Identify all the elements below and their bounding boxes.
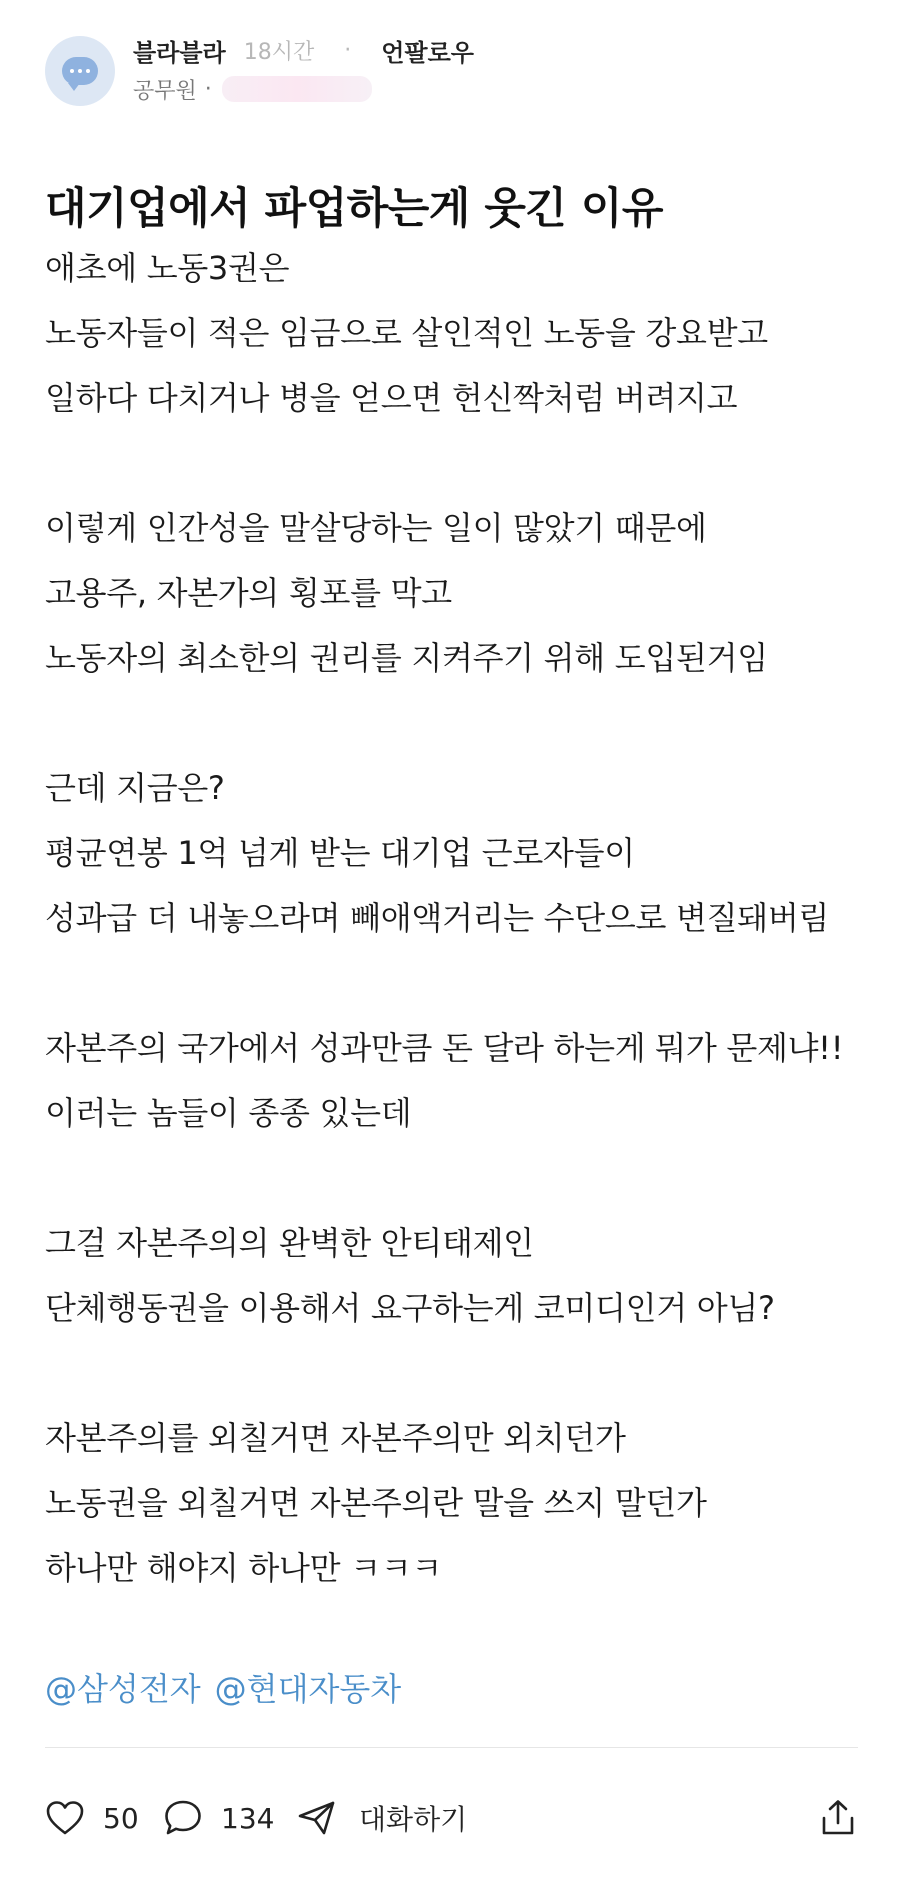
comment-count: 134 — [221, 1801, 275, 1835]
post-line: 단체행동권을 이용해서 요구하는게 코미디인거 아님? — [45, 1289, 775, 1327]
post-line: 노동권을 외칠거면 자본주의란 말을 쓰지 말던가 — [45, 1484, 707, 1522]
post-line: 성과급 더 내놓으라며 빼애액거리는 수단으로 변질돼버림 — [45, 899, 830, 937]
post-line: 일하다 다치거나 병을 얻으면 헌신짝처럼 버려지고 — [45, 379, 738, 417]
post-line — [45, 441, 865, 506]
company-tags — [45, 1664, 401, 1708]
job-separator: · — [204, 76, 212, 102]
post-line: 고용주, 자본가의 횡포를 막고 — [45, 574, 452, 612]
post-line — [45, 1351, 865, 1416]
post-line — [45, 961, 865, 1026]
chat-label: 대화하기 — [359, 1803, 468, 1836]
redacted-company — [222, 76, 372, 102]
post-line — [45, 1156, 865, 1221]
comment-bubble-icon — [163, 1799, 203, 1837]
post-line: 노동자들이 적은 임금으로 살인적인 노동을 강요받고 — [45, 314, 768, 352]
author-nickname[interactable]: 블라블라 — [133, 38, 226, 67]
post-line: 근데 지금은? — [45, 769, 225, 807]
post-line: 하나만 해야지 하나만 ㅋㅋㅋ — [45, 1549, 442, 1587]
post-line: 노동자의 최소한의 권리를 지켜주기 위해 도입된거임 — [45, 639, 768, 677]
meta-separator: · — [344, 37, 352, 63]
post-line: 자본주의 국가에서 성과만큼 돈 달라 하는게 뭐가 문제냐!! — [45, 1029, 844, 1067]
avatar[interactable] — [45, 36, 115, 106]
post-line: 이러는 놈들이 종종 있는데 — [45, 1094, 412, 1132]
post-line: 그걸 자본주의의 완벽한 안티태제인 — [45, 1224, 534, 1262]
tag-samsung[interactable]: @삼성전자 — [45, 1670, 201, 1708]
share-button[interactable] — [818, 1790, 858, 1846]
post-header — [45, 32, 865, 112]
post-title: 대기업에서 파업하는게 웃긴 이유 — [45, 184, 663, 234]
heart-icon — [45, 1800, 85, 1836]
tag-hyundai[interactable]: @현대자동차 — [214, 1670, 402, 1708]
post-body — [45, 246, 865, 1611]
author-job: 공무원 — [133, 78, 197, 104]
comment-button[interactable] — [163, 1790, 274, 1846]
post-line: 자본주의를 외칠거면 자본주의만 외치던가 — [45, 1419, 626, 1457]
post-line — [45, 701, 865, 766]
author-job-line — [133, 72, 372, 106]
chat-bubble-avatar-icon — [62, 57, 98, 85]
share-icon — [818, 1798, 858, 1838]
post-line: 이렇게 인간성을 말살당하는 일이 많았기 때문에 — [45, 509, 707, 547]
chat-button[interactable] — [297, 1790, 467, 1846]
paper-plane-icon — [297, 1799, 337, 1837]
post-time: 18시간 — [243, 39, 315, 65]
divider — [45, 1747, 858, 1748]
post-line: 애초에 노동3권은 — [45, 249, 290, 287]
like-button[interactable] — [45, 1790, 139, 1846]
unfollow-button[interactable]: 언팔로우 — [381, 38, 474, 67]
author-meta — [133, 32, 474, 68]
action-bar — [45, 1790, 858, 1846]
post-line: 평균연봉 1억 넘게 받는 대기업 근로자들이 — [45, 834, 635, 872]
like-count: 50 — [103, 1801, 139, 1835]
